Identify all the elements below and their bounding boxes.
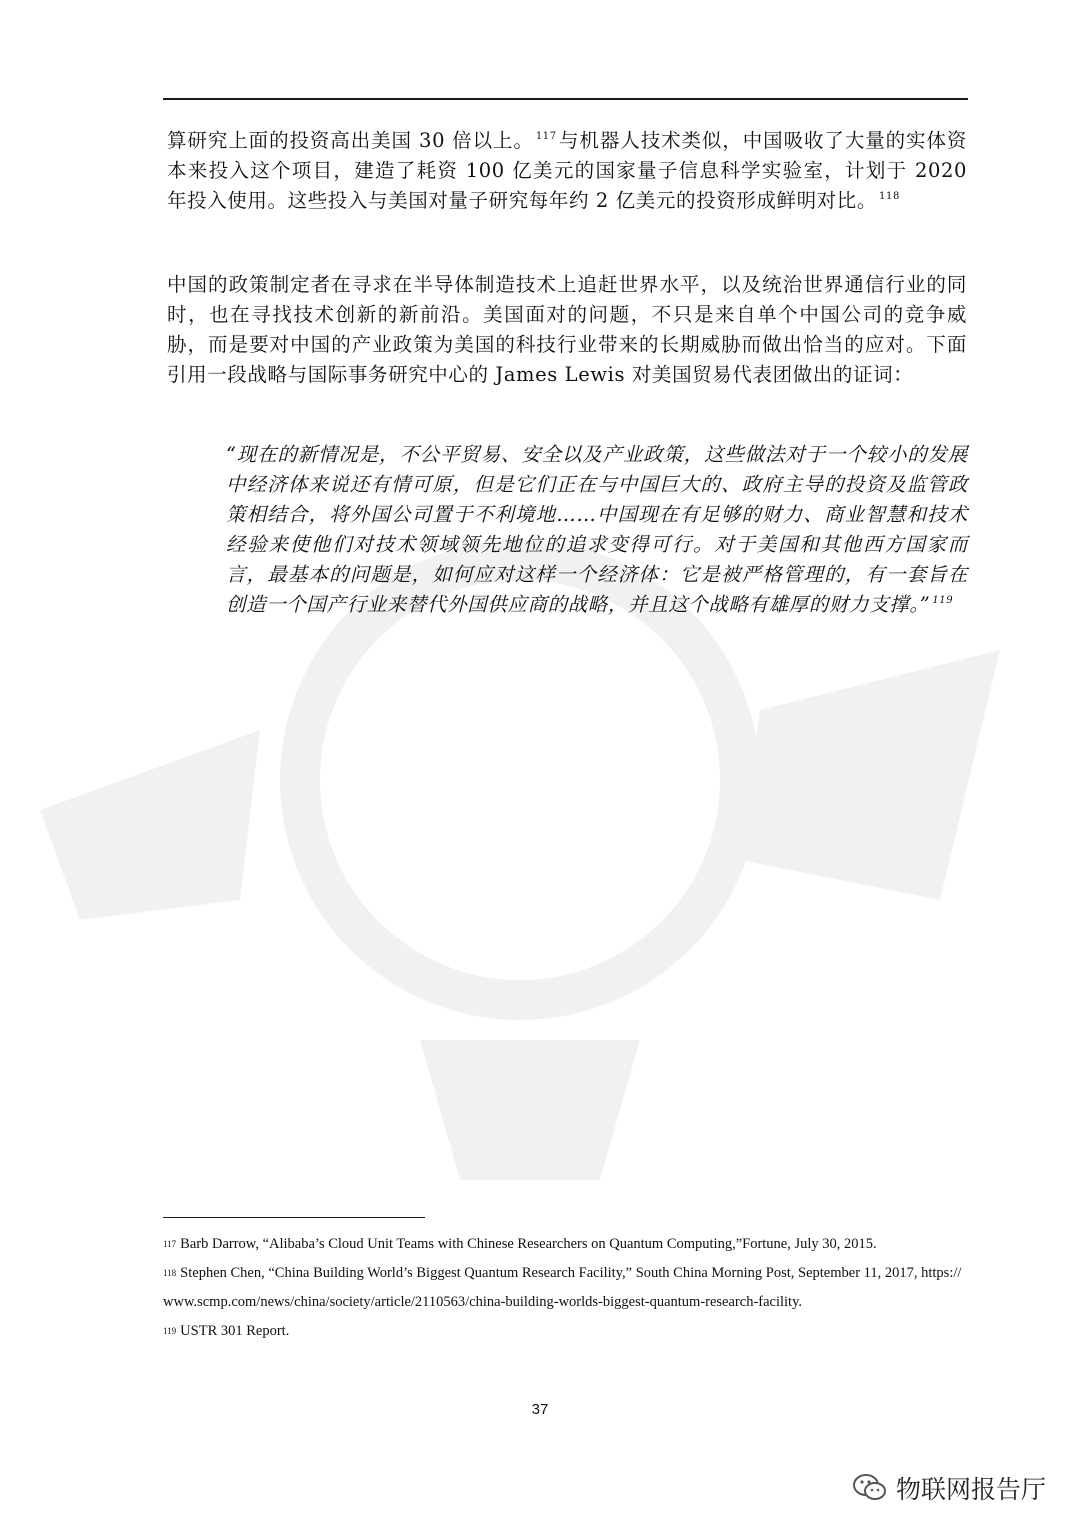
footnote xyxy=(163,1259,963,1317)
brand-name: 物联网报告厅 xyxy=(895,1475,1046,1504)
footnotes xyxy=(163,1230,963,1346)
body-paragraph xyxy=(167,126,967,216)
footnote-rule xyxy=(163,1217,425,1218)
footnote-text: Barb Darrow, “Alibaba’s Cloud Unit Teams with Chinese Researchers on Quantum Computing,”Fortune, July 30, 2015. xyxy=(180,1236,877,1252)
footnote-text: USTR 301 Report. xyxy=(180,1323,290,1339)
paragraph-text: 与机器人技术类似，中国吸收了大量的实体资本来投入这个项目，建造了耗资 100 亿美元的国家量子信息科学实验室，计划于 2020 年投入使用。这些投入与美国对量子研究每年约 2 亿美元的投资形成鲜明对比。 xyxy=(167,129,967,212)
footnote-number: 119 xyxy=(163,1326,177,1336)
footnote-ref[interactable]: 117 xyxy=(535,131,557,142)
footnote xyxy=(163,1230,963,1259)
brand-watermark xyxy=(852,1468,1046,1508)
block-quote xyxy=(226,440,968,620)
wechat-icon xyxy=(852,1473,888,1503)
body-paragraph xyxy=(167,270,967,390)
footnote-ref[interactable]: 119 xyxy=(932,595,954,606)
footnote-ref[interactable]: 118 xyxy=(879,191,900,202)
footnote-text: Stephen Chen, “China Building World’s Biggest Quantum Research Facility,” South China Morning Post, September 11, 2017, https://www.scmp.com/news/china/society/article/2110563/china-building-worlds-biggest-quantum-research-facility. xyxy=(163,1265,962,1310)
quote-text: “现在的新情况是，不公平贸易、安全以及产业政策，这些做法对于一个较小的发展中经济体来说还有情可原，但是它们正在与中国巨大的、政府主导的投资及监管政策相结合，将外国公司置于不利境地……中国现在有足够的财力、商业智慧和技术经验来使他们对技术领域领先地位的追求变得可行。对于美国和其他西方国家而言，最基本的问题是，如何应对这样一个经济体：它是被严格管理的，有一套旨在创造一个国产行业来替代外国供应商的战略，并且这个战略有雄厚的财力支撑。” xyxy=(226,443,968,616)
paragraph-text: 算研究上面的投资高出美国 30 倍以上。 xyxy=(167,129,534,152)
paragraph-text: 中国的政策制定者在寻求在半导体制造技术上追赶世界水平，以及统治世界通信行业的同时，也在寻找技术创新的新前沿。美国面对的问题，不只是来自单个中国公司的竞争威胁，而是要对中国的产业政策为美国的科技行业带来的长期威胁而做出恰当的应对。下面引用一段战略与国际事务研究中心的 James Lewis 对美国贸易代表团做出的证词： xyxy=(167,273,967,386)
footnote-number: 117 xyxy=(163,1239,177,1249)
footnote-number: 118 xyxy=(163,1268,177,1278)
header-rule xyxy=(163,98,968,100)
footnote xyxy=(163,1317,963,1346)
page-number: 37 xyxy=(531,1401,549,1418)
